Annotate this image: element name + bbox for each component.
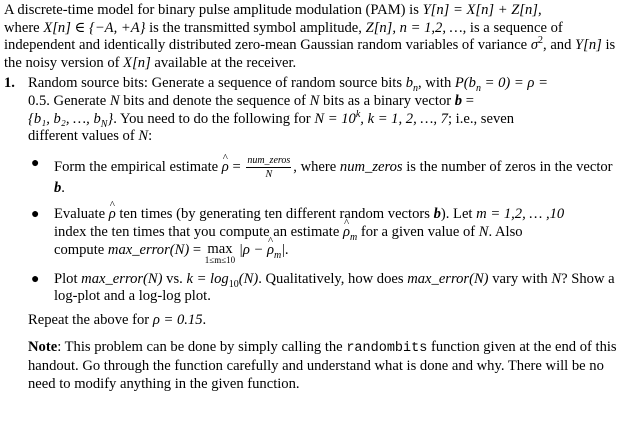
note-label: Note [28,339,58,356]
repeat-line [28,312,620,330]
bullet1-frac-denominator: N [265,168,273,180]
intro-eq-x-set: X[n] ∈ {−A, +A} [43,19,146,36]
bullet2-max-operator [205,242,235,264]
item-number: 1. [4,75,15,92]
intro-eq-z: Z[n], n = 1,2, …, [365,19,467,36]
bullet-icon: ● [31,155,40,171]
bullet-icon: ● [31,271,40,287]
item1-text-8: ; i.e., seven [447,110,515,127]
note-paragraph [28,339,620,393]
bullet2-max-op-label: max [207,240,233,257]
bullet2-eq-abs-end: |. [281,241,289,258]
bullet2-eq-rho-m-sub: m [349,231,358,243]
bullet3-eq-k-sub: 10 [228,278,239,290]
bullet2-eq-rho-m: ρ ^ [343,224,350,242]
bullet2-eq-max-error: max_error(N) [107,241,190,258]
item1-eq-n-values: N = 10 [314,110,356,127]
item1-eq-vector-end: } [107,110,114,127]
bullet1-eq-b: b [54,179,62,196]
intro-text-6: is the noisy version of [4,37,616,71]
item1-eq-n4: N [138,128,149,145]
bullet1-text-2: , where [293,158,340,175]
bullet2-eq-equals: = [189,241,205,258]
item1-text-10: : [148,128,153,145]
bullet2-eq-m-range: m = 1,2, … ,10 [476,206,565,223]
bullet1-eq-equals: = [228,158,245,175]
intro-text-7: available at the receiver. [150,54,297,71]
bullet2-text-7: compute [54,241,108,258]
bullet-icon: ● [31,207,40,223]
bullet2-max-op-sub: 1≤m≤10 [204,254,236,265]
item1-eq-prob: P(b [454,75,476,92]
intro-text-4: is a sequence of independent and identically distributed zero-mean Gaussian random variables of variance [4,19,563,54]
item1-text-9: different values of [28,128,139,145]
problem-item-1 [4,75,620,393]
intro-eq-x: X[n] [123,54,151,71]
note-code-randombits: randombits [346,341,428,357]
item1-eq-prob-end: = 0) = ρ = [480,75,548,92]
item1-eq-bvec: b [454,92,463,109]
item1-eq-vector: {b₁, b₂, …, b [28,110,101,127]
item1-eq-vector-sub: N [100,118,108,130]
bullet-evaluate-ten-times [28,206,620,263]
intro-text-5: , and [543,37,576,54]
bullet2-text-6: . Also [488,223,523,240]
repeat-text-2: . [202,311,207,328]
bullet-empirical-estimate [28,155,620,198]
intro-paragraph [4,2,620,72]
bullet3-text-4: vary with [488,270,552,287]
item1-eq-bn: b [405,75,413,92]
bullet3-eq-max-error-2: max_error(N) [407,270,489,287]
bullet2-eq-b: b [433,206,441,223]
bullet2-eq-abs: |ρ − [235,241,267,258]
intro-eq-y: Y[n] [575,37,602,54]
item1-eq-n2: N [309,92,320,109]
bullet1-frac-numerator: num_zeros [247,154,291,166]
item1-eq-prob-sub: n [475,83,481,95]
item1-eq-n-values-sup: k [355,108,361,120]
item1-text-1: Random source bits: Generate a sequence of random source bits [28,75,406,92]
bullet3-eq-max-error: max_error(N) [81,270,163,287]
bullet2-eq-rho-hat: ρ ^ [109,206,116,224]
item1-eq-n1: N [109,92,120,109]
intro-text-1: A discrete-time model for binary pulse amplitude modulation (PAM) is [4,2,423,18]
bullet2-eq-abs-sub: m [274,249,282,261]
repeat-text-1: Repeat the above for [28,311,153,328]
item1-text-5: bits as a binary vector [319,92,455,109]
note-text-1: : This problem can be done by simply calling the [57,339,347,356]
bullet1-eq-rho-hat: ρ ^ [222,159,229,177]
bullet1-text-3: is the number of zeros in the vector [402,158,613,175]
bullet3-eq-k-end: (N) [238,270,259,287]
item1-text-2: , with [418,75,455,92]
intro-eq-sigma-sup: 2 [538,35,544,47]
bullet2-text-3: ). Let [440,206,477,223]
bullet3-text-1: Plot [54,270,82,287]
item1-eq-bn-sub: n [413,83,418,95]
intro-text-3: is the transmitted symbol amplitude, [145,19,366,36]
item1-text-6: = [462,92,474,109]
item1-text-3: 0.5. Generate [28,92,110,109]
bullet1-fraction [246,155,291,180]
bullet3-text-2: vs. [162,270,187,287]
intro-text-2: where [4,19,44,36]
item1-eq-k-range: , k = 1, 2, …, 7 [360,110,448,127]
bullet2-text-4: index the ten times that you compute an estimate [54,223,343,240]
intro-eq-sigma: σ [530,37,539,54]
bullet1-eq-num-zeros: num_zeros [339,158,403,175]
bullet-plot [28,271,620,306]
intro-eq-model: Y[n] = X[n] + Z[n], [422,2,542,18]
repeat-eq-rho: ρ = 0.15 [152,311,203,328]
bullet2-text-2: ten times (by generating ten different random vectors [115,206,434,223]
bullet1-text-4: . [61,179,65,196]
bullet1-text-1: Form the empirical estimate [54,158,222,175]
item1-text-7: . You need to do the following for [113,110,315,127]
bullet2-text-5: for a given value of [357,223,479,240]
bullet3-eq-n: N [551,270,562,287]
note-text-2: function given at the end of this handout. Go through the function carefully and understand what is done and why. There will be no need to modify anything in the given function. [28,339,617,392]
item1-text-4: bits and denote the sequence of [119,92,310,109]
bullet3-eq-k: k = log [186,270,229,287]
bullet2-eq-abs-rho: ρ ^ [267,242,274,260]
bullet3-text-3: . Qualitatively, how does [258,270,408,287]
bullet2-eq-n: N [478,223,489,240]
bullet3-text-5: ? Show a log-plot and a log-log plot. [54,270,615,305]
bullet2-text-1: Evaluate [54,206,109,223]
